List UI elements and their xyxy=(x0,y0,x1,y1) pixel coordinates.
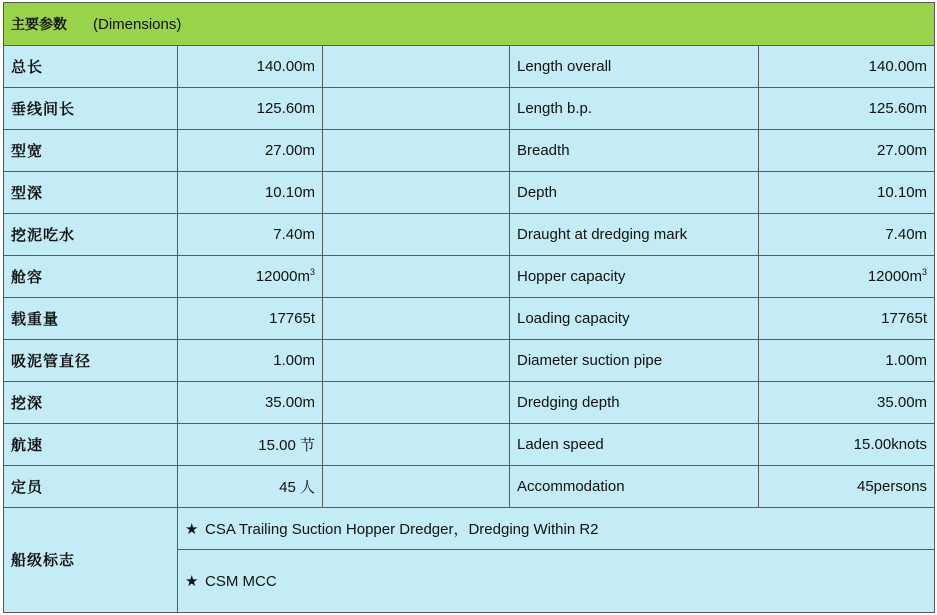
param-value-en: 140.00m xyxy=(759,45,935,87)
table-row xyxy=(4,87,935,129)
param-value-zh: 17765t xyxy=(178,297,323,339)
param-value-zh: $12000m^3$ xyxy=(178,255,323,297)
star-icon: ★ xyxy=(185,520,199,538)
param-label-zh: 定员 xyxy=(4,465,178,507)
spec-rows xyxy=(4,45,935,507)
param-value-zh: 140.00m xyxy=(178,45,323,87)
param-label-zh: 挖深 xyxy=(4,381,178,423)
param-label-zh: 舱容 xyxy=(4,255,178,297)
param-value-en: 17765t xyxy=(759,297,935,339)
param-value-en: 125.60m xyxy=(759,87,935,129)
spacer-cell xyxy=(323,339,510,381)
param-value-en: 7.40m xyxy=(759,213,935,255)
param-value-zh: 1.00m xyxy=(178,339,323,381)
param-value-zh: 10.10m xyxy=(178,171,323,213)
param-value-zh: 125.60m xyxy=(178,87,323,129)
param-label-en: Loading capacity xyxy=(510,297,759,339)
param-label-zh: 挖泥吃水 xyxy=(4,213,178,255)
spacer-cell xyxy=(323,45,510,87)
table-row xyxy=(4,171,935,213)
param-value-zh: 15.00 节 xyxy=(178,423,323,465)
classification-item-text: CSA Trailing Suction Hopper Dredger，Dredging Within R2 xyxy=(205,520,599,538)
classification-item-text: CSM MCC xyxy=(205,572,277,590)
param-value-zh: 27.00m xyxy=(178,129,323,171)
spacer-cell xyxy=(323,423,510,465)
star-icon: ★ xyxy=(185,572,199,590)
table-row xyxy=(4,45,935,87)
param-label-zh: 型深 xyxy=(4,171,178,213)
param-label-en: Accommodation xyxy=(510,465,759,507)
param-label-en: Length b.p. xyxy=(510,87,759,129)
spacer-cell xyxy=(323,255,510,297)
param-label-en: Depth xyxy=(510,171,759,213)
table-row xyxy=(4,339,935,381)
dimensions-table xyxy=(3,2,935,613)
param-label-en: Breadth xyxy=(510,129,759,171)
param-label-zh: 垂线间长 xyxy=(4,87,178,129)
spacer-cell xyxy=(323,297,510,339)
param-label-en: Diameter suction pipe xyxy=(510,339,759,381)
param-label-en: Length overall xyxy=(510,45,759,87)
param-value-en: 45persons xyxy=(759,465,935,507)
classification-label: 船级标志 xyxy=(4,507,178,612)
param-label-en: Draught at dredging mark xyxy=(510,213,759,255)
spacer-cell xyxy=(323,87,510,129)
table-row xyxy=(4,297,935,339)
param-value-en: 10.10m xyxy=(759,171,935,213)
spacer-cell xyxy=(323,213,510,255)
table-row xyxy=(4,423,935,465)
table-header-row xyxy=(4,3,935,46)
param-label-zh: 型宽 xyxy=(4,129,178,171)
param-value-en: 27.00m xyxy=(759,129,935,171)
param-value-zh: 45 人 xyxy=(178,465,323,507)
table-row xyxy=(4,381,935,423)
table-row xyxy=(4,129,935,171)
param-label-zh: 总长 xyxy=(4,45,178,87)
param-value-en: 1.00m xyxy=(759,339,935,381)
header-title-zh: 主要参数 xyxy=(11,16,67,33)
param-value-en: 15.00knots xyxy=(759,423,935,465)
param-value-en: 35.00m xyxy=(759,381,935,423)
table-header xyxy=(4,3,935,46)
param-value-en: $12000m^3$ xyxy=(759,255,935,297)
table-row xyxy=(4,213,935,255)
spacer-cell xyxy=(323,129,510,171)
param-label-en: Laden speed xyxy=(510,423,759,465)
table-row xyxy=(4,255,935,297)
param-label-zh: 载重量 xyxy=(4,297,178,339)
table-row xyxy=(4,465,935,507)
param-label-zh: 吸泥管直径 xyxy=(4,339,178,381)
header-title-en: (Dimensions) xyxy=(93,15,182,33)
param-label-en: Hopper capacity xyxy=(510,255,759,297)
param-value-zh: 7.40m xyxy=(178,213,323,255)
param-label-en: Dredging depth xyxy=(510,381,759,423)
classification-item xyxy=(178,549,935,612)
classification-item xyxy=(178,507,935,549)
param-label-zh: 航速 xyxy=(4,423,178,465)
param-value-zh: 35.00m xyxy=(178,381,323,423)
spacer-cell xyxy=(323,465,510,507)
classification-row xyxy=(4,507,935,549)
spacer-cell xyxy=(323,381,510,423)
spacer-cell xyxy=(323,171,510,213)
